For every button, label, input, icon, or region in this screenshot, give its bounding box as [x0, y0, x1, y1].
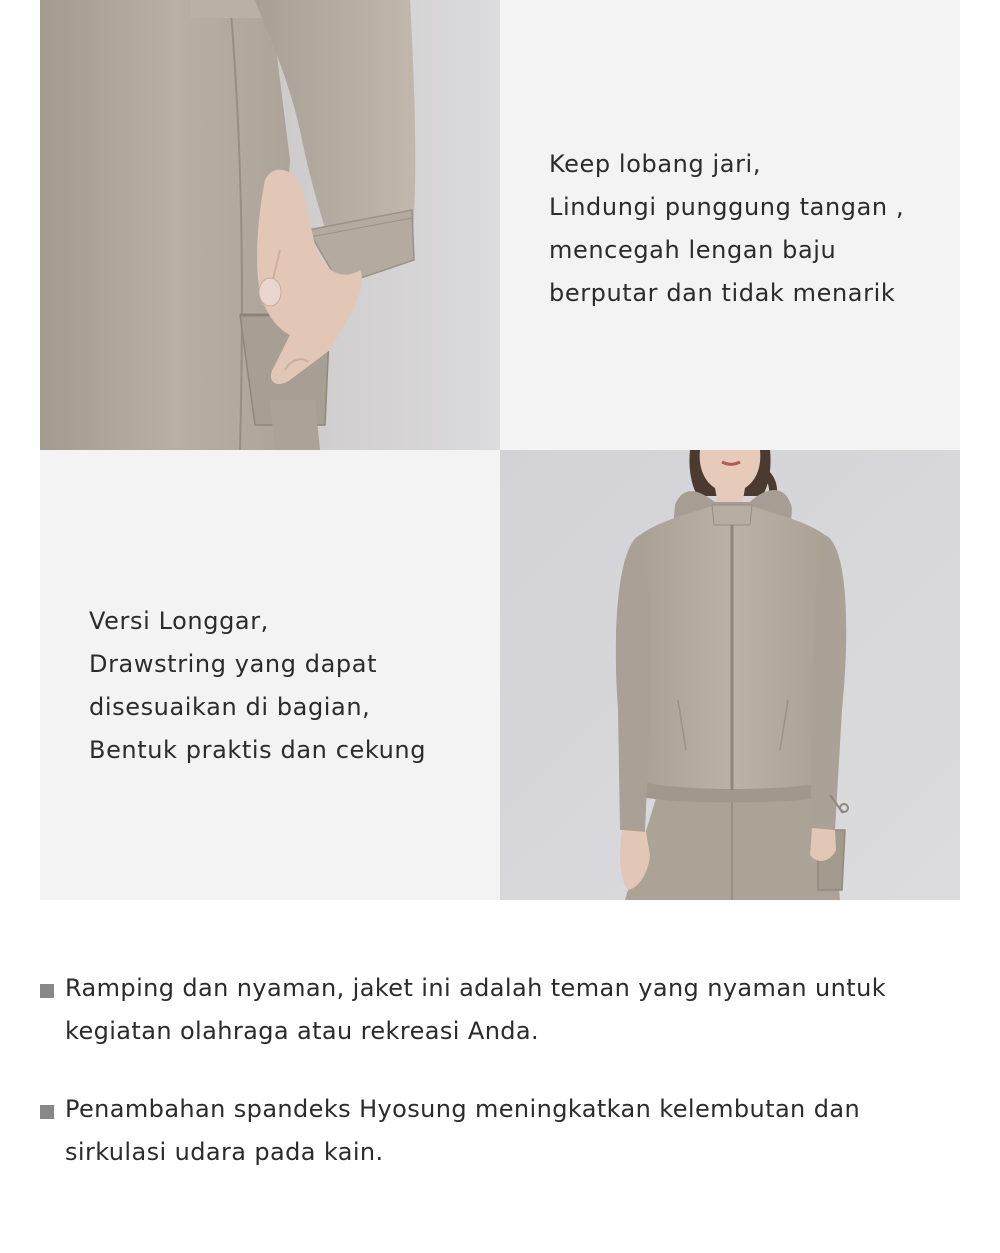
list-item	[40, 967, 940, 1053]
feature-grid	[40, 0, 960, 900]
feature-line: mencegah lengan baju	[549, 236, 837, 264]
bullet-line: kegiatan olahraga atau rekreasi Anda.	[65, 1017, 540, 1045]
bullet-line: Penambahan spandeks Hyosung meningkatkan kelembutan dan	[65, 1095, 861, 1123]
bullet-square-icon	[40, 1105, 54, 1119]
feature-line: Keep lobang jari,	[549, 150, 762, 178]
bullet-square-icon	[40, 984, 54, 998]
bullet-line: sirkulasi udara pada kain.	[65, 1138, 384, 1166]
thumbhole-sleeve-photo	[40, 0, 500, 450]
thumbhole-feature-text	[549, 143, 904, 315]
feature-line: Bentuk praktis dan cekung	[89, 736, 427, 764]
feature-line: disesuaikan di bagian,	[89, 693, 371, 721]
loose-fit-feature-text	[89, 600, 426, 772]
feature-line: Drawstring yang dapat	[89, 650, 378, 678]
thumbhole-feature-panel	[500, 0, 960, 450]
feature-bullet-list	[40, 967, 940, 1174]
feature-line: Versi Longgar,	[89, 607, 269, 635]
feature-line: Lindungi punggung tangan ,	[549, 193, 905, 221]
bullet-line: Ramping dan nyaman, jaket ini adalah teman yang nyaman untuk	[65, 974, 887, 1002]
thumbhole-sleeve-illustration	[40, 0, 500, 450]
model-jacket-photo	[500, 450, 960, 900]
model-jacket-illustration	[500, 450, 960, 900]
feature-line: berputar dan tidak menarik	[549, 279, 896, 307]
list-item	[40, 1088, 940, 1174]
loose-fit-feature-panel	[40, 450, 500, 900]
